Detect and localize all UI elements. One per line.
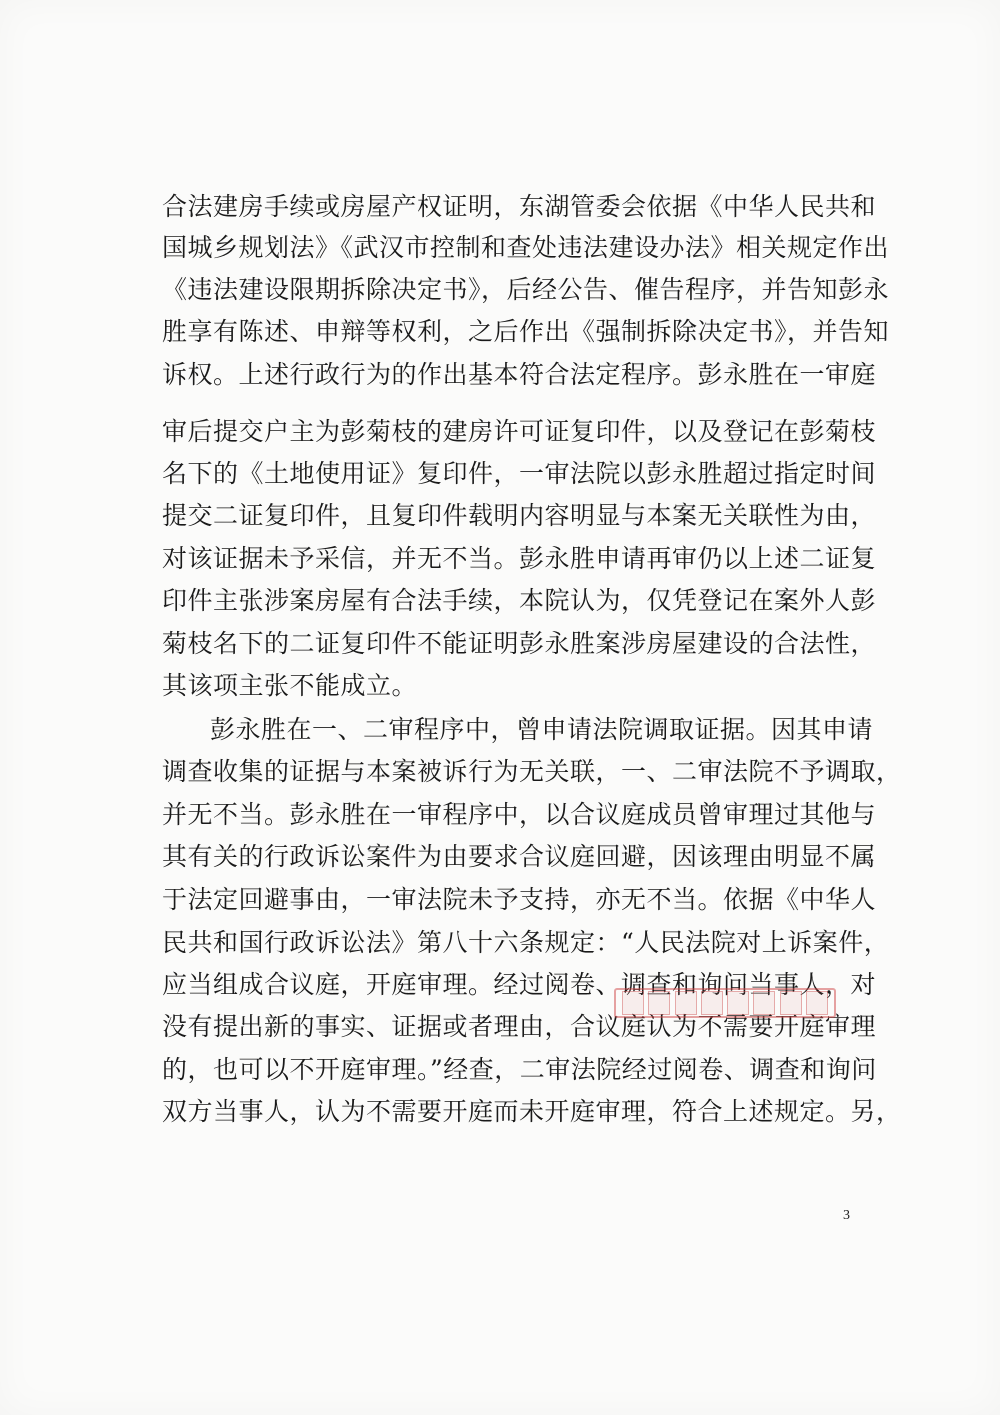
seal-glyph <box>806 991 828 1015</box>
seal-glyph <box>727 991 749 1015</box>
text-line: 并无不当。彭永胜在一审程序中，以合议庭成员曾审理过其他与 <box>162 800 877 829</box>
seal-glyph <box>701 991 723 1015</box>
text-line: 印件主张涉案房屋有合法手续，本院认为，仅凭登记在案外人彭 <box>162 586 877 615</box>
seal-glyph <box>675 991 697 1015</box>
text-line: 提交二证复印件，且复印件载明内容明显与本案无关联性为由， <box>162 501 877 530</box>
text-line: 于法定回避事由，一审法院未予支持，亦无不当。依据《中华人 <box>162 885 877 914</box>
text-line: 其该项主张不能成立。 <box>162 671 418 700</box>
text-line: 菊枝名下的二证复印件不能证明彭永胜案涉房屋建设的合法性， <box>162 629 877 658</box>
text-line: 名下的《土地使用证》复印件，一审法院以彭永胜超过指定时间 <box>162 459 877 488</box>
text-line: 审后提交户主为彭菊枝的建房许可证复印件，以及登记在彭菊枝 <box>162 417 877 446</box>
seal-glyph <box>648 991 670 1015</box>
seal-glyph <box>780 991 802 1015</box>
text-line: 其有关的行政诉讼案件为由要求合议庭回避，因该理由明显不属 <box>162 842 877 871</box>
text-line: 民共和国行政诉讼法》第八十六条规定：“人民法院对上诉案件， <box>162 928 890 957</box>
text-line: 合法建房手续或房屋产权证明，东湖管委会依据《中华人民共和 <box>162 192 877 221</box>
text-line: 诉权。上述行政行为的作出基本符合法定程序。彭永胜在一审庭 <box>162 360 877 389</box>
text-line: 应当组成合议庭，开庭审理。经过阅卷、调查和询问当事人，对 <box>162 970 877 999</box>
text-line: 没有提出新的事实、证据或者理由，合议庭认为不需要开庭审理 <box>162 1012 877 1041</box>
text-line: 的，也可以不开庭审理。”经查，二审法院经过阅卷、调查和询问 <box>162 1055 877 1084</box>
text-line: 彭永胜在一、二审程序中，曾申请法院调取证据。因其申请 <box>210 715 874 744</box>
seal-glyph <box>753 991 775 1015</box>
red-seal-stamp <box>614 988 836 1018</box>
text-line: 调查收集的证据与本案被诉行为无关联，一、二审法院不予调取， <box>162 757 902 786</box>
text-line: 对该证据未予采信，并无不当。彭永胜申请再审仍以上述二证复 <box>162 544 877 573</box>
text-line: 《违法建设限期拆除决定书》，后经公告、催告程序，并告知彭永 <box>162 275 890 304</box>
seal-glyph <box>622 991 644 1015</box>
text-line: 双方当事人，认为不需要开庭而未开庭审理，符合上述规定。另， <box>162 1097 902 1126</box>
text-line: 胜享有陈述、申辩等权利，之后作出《强制拆除决定书》，并告知 <box>162 317 890 346</box>
page-number: 3 <box>843 1208 850 1223</box>
text-line: 国城乡规划法》《武汉市控制和查处违法建设办法》相关规定作出 <box>162 233 890 262</box>
